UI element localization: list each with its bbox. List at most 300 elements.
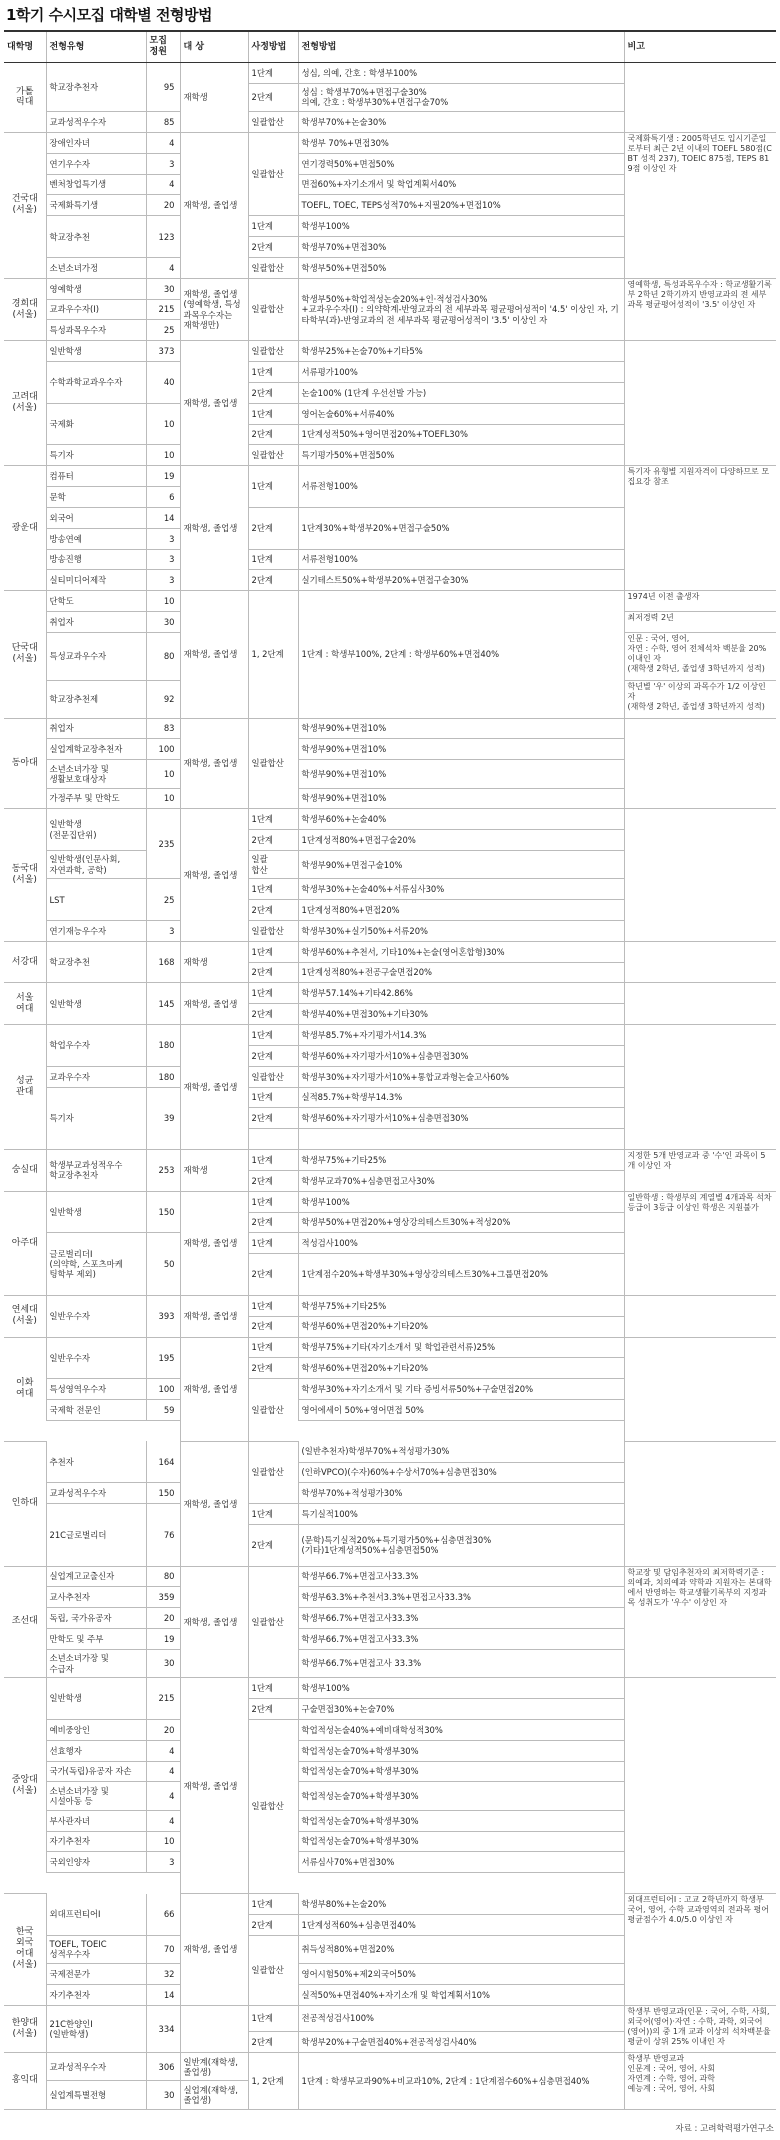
table-cell: 학생부교과성적우수 학교장추천자 [46,1150,146,1192]
table-cell: 3 [146,1852,180,1873]
table-cell: 1단계성적60%+심층면접40% [298,1914,624,1935]
table-cell: 59 [146,1400,180,1421]
column-header: 전형방법 [298,31,624,63]
table-cell: 2단계 [248,830,298,851]
table-row [4,1150,776,1171]
table-cell: 학생부 70%+면접30% [298,132,624,153]
table-cell: 학생부30%+실기50%+서류20% [298,920,624,941]
table-cell: 일괄합산 [248,1719,298,1893]
table-cell: 취득성적80%+면접20% [298,1935,624,1963]
table-header-row [4,31,776,63]
table-cell: 일괄 합산 [248,850,298,878]
table-cell: 32 [146,1964,180,1985]
table-cell: 2단계 [248,900,298,921]
table-cell: 3 [146,153,180,174]
table-cell: 서류평가100% [298,362,624,383]
table-cell: 교과우수자 [46,1066,146,1087]
table-cell: 독립, 국가유공자 [46,1608,146,1629]
table-cell: 특기자 [46,1087,146,1149]
table-cell: 393 [146,1295,180,1337]
table-cell: 2단계 [248,1004,298,1025]
table-cell: 일괄합산 [248,341,298,362]
table-cell: 학생부60%+면접20%+기타20% [298,1316,624,1337]
table-cell: 4 [146,1761,180,1782]
table-cell [624,718,776,809]
table-cell: 6 [146,487,180,508]
table-cell: 306 [146,2053,180,2081]
table-cell: 재학생 [180,941,248,983]
table-cell: 학생부75%+기타(자기소개서 및 학업관련서류)25% [298,1337,624,1358]
table-cell: 100 [146,739,180,760]
table-row [4,1337,776,1358]
table-cell: 교과우수자(Ⅰ) [46,299,146,320]
table-cell: 1단계 [248,362,298,383]
table-cell: 10 [146,445,180,466]
table-row [4,2053,776,2081]
table-cell: 1단계 [248,1025,298,1046]
table-cell: 한양대 (서울) [4,2005,46,2052]
table-cell: 2단계 [248,1212,298,1233]
table-cell: 국제학 전문인 [46,1400,146,1421]
table-cell: 일반계(재학생, 졸업생) [180,2053,248,2081]
table-cell: 1단계 [248,1678,298,1699]
table-cell: 학생부66.7%+면접고사33.3% [298,1566,624,1587]
table-cell: 재학생, 졸업생 [180,1191,248,1295]
table-cell: 39 [146,1087,180,1149]
table-cell: 373 [146,341,180,362]
table-row [4,341,776,362]
table-cell: 재학생, 졸업생 [180,466,248,591]
table-cell: 1단계성적80%+면접20% [298,900,624,921]
table-cell: 40 [146,362,180,404]
table-cell: 2단계 [248,507,298,549]
table-cell: 4 [146,1740,180,1761]
table-cell: 성균 관대 [4,1025,46,1150]
table-cell: 일괄합산 [248,920,298,941]
table-cell: 150 [146,1191,180,1233]
table-cell: 재학생, 졸업생 [180,983,248,1025]
table-cell: 학생부20%+구술면접40%+전공적성검사40% [298,2032,624,2053]
table-cell: 2단계 [248,1524,298,1566]
table-cell: 학생부75%+기타25% [298,1295,624,1316]
table-cell [180,2005,248,2052]
table-cell: 1단계 [248,1504,298,1525]
table-cell: 253 [146,1150,180,1192]
table-cell: 학생부63.3%+추천서3.3%+면접고사33.3% [298,1587,624,1608]
table-row [4,591,776,612]
table-cell: 76 [146,1504,180,1566]
table-cell: 적성검사100% [298,1233,624,1254]
table-cell: 83 [146,718,180,739]
table-cell: 1단계 : 학생부100%, 2단계 : 학생부60%+면접40% [298,591,624,718]
table-cell: 서류심사70%+면접30% [298,1852,624,1873]
table-cell: 학생부90%+면접10% [298,760,624,788]
table-cell: 학생부30%+자기평가서10%+통합교과형논술고사60% [298,1066,624,1087]
table-cell: TOEFL, TOEC, TEPS성적70%+지필20%+면접10% [298,195,624,216]
table-cell: 서울 여대 [4,983,46,1025]
table-cell: (일반추천자)학생부70%+적성평가30% [298,1441,624,1462]
table-cell: 1단계성적50%+영어면접20%+TOEFL30% [298,424,624,445]
table-cell: 재학생, 졸업생 [180,1025,248,1150]
table-cell: 구술면접30%+논술70% [298,1699,624,1720]
table-cell [624,341,776,466]
table-row [4,1295,776,1316]
table-cell: 일반학생 (전문집단위) [46,809,146,851]
table-cell: 학생부100% [298,1678,624,1699]
table-cell: 14 [146,1984,180,2005]
table-cell: 1단계성적80%+전공구술면접20% [298,962,624,983]
table-cell: 학생부60%+자기평가서10%+심층면접30% [298,1045,624,1066]
table-cell: 2단계 [248,1914,298,1935]
table-row [4,278,776,299]
table-cell: 아주대 [4,1191,46,1295]
table-cell: 334 [146,2005,180,2052]
table-cell: 학생부90%+면접10% [298,788,624,809]
table-cell: 195 [146,1337,180,1379]
table-cell: 한국 외국 어대 (서울) [4,1894,46,2006]
table-cell: 학업적성논술70%+학생부30% [298,1810,624,1831]
table-cell: 학생부60%+추천서, 기타10%+논술(영어혼합형)30% [298,941,624,962]
table-cell: 19 [146,1629,180,1650]
table-row [4,2005,776,2031]
table-cell: 재학생, 졸업생 (영예학생, 특성과목우수자는 재학생만) [180,278,248,340]
table-cell: 실업계고교출신자 [46,1566,146,1587]
table-cell: 92 [146,680,180,718]
table-cell: 1단계 [248,466,298,508]
table-cell: 일괄합산 [248,1441,298,1503]
table-cell: 광운대 [4,466,46,591]
table-cell: 방송연예 [46,528,146,549]
table-cell: 조선대 [4,1566,46,1678]
table-row [4,1191,776,1212]
table-cell: 2단계 [248,1254,298,1296]
table-cell: 80 [146,1566,180,1587]
table-cell: 25 [146,320,180,341]
table-cell: 연세대 (서울) [4,1295,46,1337]
table-cell: 일반학생 [46,1191,146,1233]
table-cell: 영예학생, 특성과목우수자 : 학교생활기록부 2학년 2학기까지 반영교과의 전 세부과목 평균평어성적이 '3.5' 이상인 자 [624,278,776,340]
table-cell: 일반우수자 [46,1337,146,1379]
table-row [4,1566,776,1587]
table-cell: 2단계 [248,424,298,445]
source-note: 자료 : 고려학력평가연구소 [675,2124,774,2134]
table-cell: 학업적성논술70%+학생부30% [298,1740,624,1761]
table-cell: 학생부75%+기타25% [298,1150,624,1171]
table-cell: 25 [146,879,180,921]
table-cell: 국외인양자 [46,1852,146,1873]
table-cell: 학생부60%+면접20%+기타20% [298,1358,624,1379]
table-cell: 동아대 [4,718,46,809]
table-cell: 1단계 [248,879,298,900]
table-cell: 인하대 [4,1441,46,1566]
table-cell: 컴퓨터 [46,466,146,487]
table-cell: 실적50%+면접40%+자기소개 및 학업계획서10% [298,1984,624,2005]
table-cell: 1974년 이전 출생자 [624,591,776,612]
table-row [4,466,776,487]
table-cell: 서류전형100% [298,466,624,508]
table-cell: 학업우수자 [46,1025,146,1067]
table-cell [624,1337,776,1441]
table-cell: 145 [146,983,180,1025]
table-cell: 특성과목우수자 [46,320,146,341]
table-cell: 3 [146,549,180,570]
table-cell: 만학도 및 주부 [46,1629,146,1650]
table-cell: 재학생, 졸업생 [180,809,248,941]
table-cell: 영예학생 [46,278,146,299]
table-cell: 215 [146,299,180,320]
table-cell: 10 [146,760,180,788]
table-cell: 인문 : 국어, 영어, 자연 : 수학, 영어 전체석차 백분율 20%이내인 자 (재학생 2학년, 졸업생 3학년까지 성적) [624,632,776,680]
table-cell: 재학생, 졸업생 [180,591,248,718]
table-cell: 방송진행 [46,549,146,570]
table-cell: 학생부교과70%+심층면접고사30% [298,1170,624,1191]
table-cell: 20 [146,1719,180,1740]
table-cell: 4 [146,1810,180,1831]
table-cell: 1단계 [248,1087,298,1108]
table-cell: 소년소녀가장 및 시설아동 등 [46,1782,146,1810]
table-cell: 취업자 [46,718,146,739]
table-cell: 학업적성논술70%+학생부30% [298,1761,624,1782]
table-cell: 재학생, 졸업생 [180,341,248,466]
table-cell: 일괄합산 [248,1566,298,1678]
table-cell: 10 [146,403,180,445]
table-cell: 성심, 의예, 간호 : 학생부100% [298,63,624,84]
table-cell: 실적85.7%+학생부14.3% [298,1087,624,1108]
table-cell: 2단계 [248,1045,298,1066]
table-cell: 교사추천자 [46,1587,146,1608]
page-title: 1학기 수시모집 대학별 전형방법 [6,6,212,24]
column-header: 대학명 [4,31,46,63]
table-cell: 연기경력50%+면접50% [298,153,624,174]
table-cell: 연기재능우수자 [46,920,146,941]
table-row [4,63,776,84]
table-cell: 4 [146,257,180,278]
table-cell: 일괄합산 [248,1066,298,1087]
table-cell: 국제화특기생 [46,195,146,216]
column-header: 모집 정원 [146,31,180,63]
table-cell: (인하VPCO)(수자)60%+수상서70%+심층면접30% [298,1462,624,1483]
table-cell: 재학생, 졸업생 [180,1337,248,1441]
table-cell: 재학생, 졸업생 [180,1295,248,1337]
table-cell: 특기자 유형별 지원자격이 다양하므로 모집요강 참조 [624,466,776,591]
table-cell: 영어에세이 50%+영어면접 50% [298,1400,624,1421]
table-cell: 지정한 5개 반영교과 중 '수'인 과목이 5개 이상인 자 [624,1150,776,1192]
table-cell: 학생부70%+면접30% [298,237,624,258]
column-header: 비고 [624,31,776,63]
table-cell: 1단계 [248,1233,298,1254]
table-cell: 재학생 [180,63,248,133]
table-cell: 학생부66.7%+면접고사 33.3% [298,1649,624,1677]
table-row [4,718,776,739]
column-header: 대 상 [180,31,248,63]
table-cell: 3 [146,528,180,549]
table-cell: 3 [146,570,180,591]
table-cell: 95 [146,63,180,112]
table-cell: 30 [146,612,180,633]
table-cell: 3 [146,920,180,941]
table-cell: 소년소녀가장 및 수급자 [46,1649,146,1677]
table-cell: 1단계 [248,1191,298,1212]
table-cell: 취업자 [46,612,146,633]
table-cell: 학생부90%+면접구술10% [298,850,624,878]
table-cell: 4 [146,1782,180,1810]
table-cell: 단국대 (서울) [4,591,46,718]
table-cell: 고려대 (서울) [4,341,46,466]
table-cell: 4 [146,132,180,153]
table-cell: 일괄합산 [248,257,298,278]
table-cell: 학생부60%+논술40% [298,809,624,830]
table-cell: 학업적성논술70%+학생부30% [298,1782,624,1810]
table-cell: 1단계 [248,1150,298,1171]
table-cell [624,1678,776,1894]
table-cell: 국제화특기생 : 2005학년도 입시기준일로부터 최근 2년 이내의 TOEFL 580점(CBT 성적 237), TOEIC 875점, TEPS 819점 이상인 자 [624,132,776,278]
table-cell: 학생부90%+면접10% [298,718,624,739]
table-cell: 학생부 반영교과(인문 : 국어, 수학, 사회, 외국어(영어)·자연 : 수학, 과학, 외국어(영어))의 중 1개 교과 이상의 석차백분율 평균이 상위 25% 이내인 자 [624,2005,776,2052]
table-cell: 건국대 (서울) [4,132,46,278]
table-cell: 실업계특별전형 [46,2081,146,2109]
table-cell: 학생부70%+논술30% [298,112,624,133]
table-cell: 학년별 '우' 이상의 과목수가 1/2 이상인 자 (재학생 2학년, 졸업생 3학년까지 성적) [624,680,776,718]
table-cell: 학생부85.7%+자기평가서14.3% [298,1025,624,1046]
table-cell: 180 [146,1025,180,1067]
table-row [4,1025,776,1046]
table-cell: 일괄합산 [248,278,298,340]
table-cell: 면접60%+자기소개서 및 학업계획서40% [298,174,624,195]
table-cell: 학생부 반영교과 인문계 : 국어, 영어, 사회 자연계 : 수학, 영어, 과학 예능계 : 국어, 영어, 사회 [624,2053,776,2110]
table-cell [248,1129,298,1150]
table-cell: 일반학생 [46,1678,146,1720]
table-cell: 1, 2단계 [248,591,298,718]
table-cell: 영어시험50%+제2외국어50% [298,1964,624,1985]
table-cell: 학생부66.7%+면접고사33.3% [298,1608,624,1629]
table-cell: 학교장추천제 [46,680,146,718]
table-cell: 성심 : 학생부70%+면접구술30% 의예, 간호 : 학생부30%+면접구술70% [298,83,624,111]
table-cell: 학생부60%+자기평가서10%+심층면접30% [298,1108,624,1129]
table-cell: 수학과학교과우수자 [46,362,146,404]
table-cell: 164 [146,1441,180,1483]
table-cell: 1, 2단계 [248,2053,298,2110]
table-cell: 국가(독립)유공자 자손 [46,1761,146,1782]
table-cell: 교과성적우수자 [46,112,146,133]
table-cell: 벤처창업특기생 [46,174,146,195]
table-cell: 21C한양인Ⅰ (일반학생) [46,2005,146,2052]
table-cell: 학교장추천 [46,216,146,258]
table-cell: 부사관자녀 [46,1810,146,1831]
table-cell: 국제화 [46,403,146,445]
table-cell: 180 [146,1066,180,1087]
table-cell: 2단계 [248,237,298,258]
table-cell: 단학도 [46,591,146,612]
table-cell: 85 [146,112,180,133]
table-cell: 재학생, 졸업생 [180,718,248,809]
table-cell: 1단계 [248,983,298,1004]
table-cell: 일반학생 [46,341,146,362]
table-cell: 연기우수자 [46,153,146,174]
table-cell: 일괄합산 [248,112,298,133]
table-cell: 20 [146,1608,180,1629]
table-cell: 30 [146,1649,180,1677]
table-cell: 전공적성검사100% [298,2005,624,2031]
table-row [4,1894,776,1915]
table-cell: 홍익대 [4,2053,46,2110]
table-cell: 일괄합산 [248,1935,298,2005]
table-cell: 재학생, 졸업생 [180,1441,248,1566]
table-cell: 10 [146,1831,180,1852]
table-cell: 학업적성논술40%+예비대학성적30% [298,1719,624,1740]
table-cell: 일괄합산 [248,445,298,466]
table-cell [624,63,776,133]
table-cell: 19 [146,466,180,487]
table-cell: 168 [146,941,180,983]
table-cell: 학업적성논술70%+학생부30% [298,1831,624,1852]
table-cell [624,1025,776,1150]
table-cell: 1단계 [248,809,298,830]
table-cell: 소년소녀가장 및 생활보호대상자 [46,760,146,788]
table-cell: 학생부57.14%+기타42.86% [298,983,624,1004]
table-cell: 학생부50%+면접20%+영상강의테스트30%+적성20% [298,1212,624,1233]
table-cell: 66 [146,1894,180,1936]
table-cell: 숭실대 [4,1150,46,1192]
table-cell [624,809,776,941]
table-cell: 1단계 [248,403,298,424]
table-cell: 외대프런티어Ⅰ [46,1894,146,1936]
table-cell: 장애인자녀 [46,132,146,153]
table-cell: 학생부90%+면접10% [298,739,624,760]
table-cell: 논술100% (1단계 우선선발 가능) [298,382,624,403]
table-cell: 학교장추천자 [46,63,146,112]
table-cell: 1단계 [248,2005,298,2031]
table-cell: 2단계 [248,1108,298,1129]
table-cell: 123 [146,216,180,258]
table-cell: 학교장추천 [46,941,146,983]
table-cell: 일반학생(인문사회, 자연과학, 공학) [46,850,146,878]
table-cell: 50 [146,1233,180,1295]
table-cell: 특기평가50%+면접50% [298,445,624,466]
table-cell: 서강대 [4,941,46,983]
column-header: 전형유형 [46,31,146,63]
table-cell: 서류전형100% [298,549,624,570]
table-cell: 일반학생 [46,983,146,1025]
table-cell: 학생부70%+적성평가30% [298,1483,624,1504]
table-cell: 선효행자 [46,1740,146,1761]
table-cell: 추천자 [46,1441,146,1483]
table-cell: 동국대 (서울) [4,809,46,941]
table-cell: 학생부100% [298,216,624,237]
table-cell: 일괄합산 [248,1379,298,1441]
table-cell: 2단계 [248,570,298,591]
table-cell: 2단계 [248,1316,298,1337]
table-cell: 학생부50%+학업적성논술20%+인·적성검사30% +교과우수자(Ⅰ) : 의약학계-반영교과의 전 세부과목 평균평어성적이 '4.5' 이상인 자, 기타학부(과)-반영교과의 전 세부과목 평균평어성적이 '3.5' 이상인 자 [298,278,624,340]
table-cell: 2단계 [248,962,298,983]
table-cell: 학생부50%+면접50% [298,257,624,278]
table-cell: 2단계 [248,1699,298,1720]
table-cell: LST [46,879,146,921]
table-cell: 재학생, 졸업생 [180,1566,248,1678]
table-row [4,1678,776,1699]
table-cell: 실기테스트50%+학생부20%+면접구술30% [298,570,624,591]
table-cell: 10 [146,591,180,612]
table-cell: 150 [146,1483,180,1504]
table-cell: 학생부25%+논술70%+기타5% [298,341,624,362]
table-cell: 이화 여대 [4,1337,46,1441]
table-cell: 교과성적우수자 [46,1483,146,1504]
table-cell: 학생부80%+논술20% [298,1894,624,1915]
table-cell: 경희대 (서울) [4,278,46,340]
table-cell: 2단계 [248,83,298,111]
table-row [4,941,776,962]
admission-table [4,30,776,2110]
table-cell: 학생부100% [298,1191,624,1212]
